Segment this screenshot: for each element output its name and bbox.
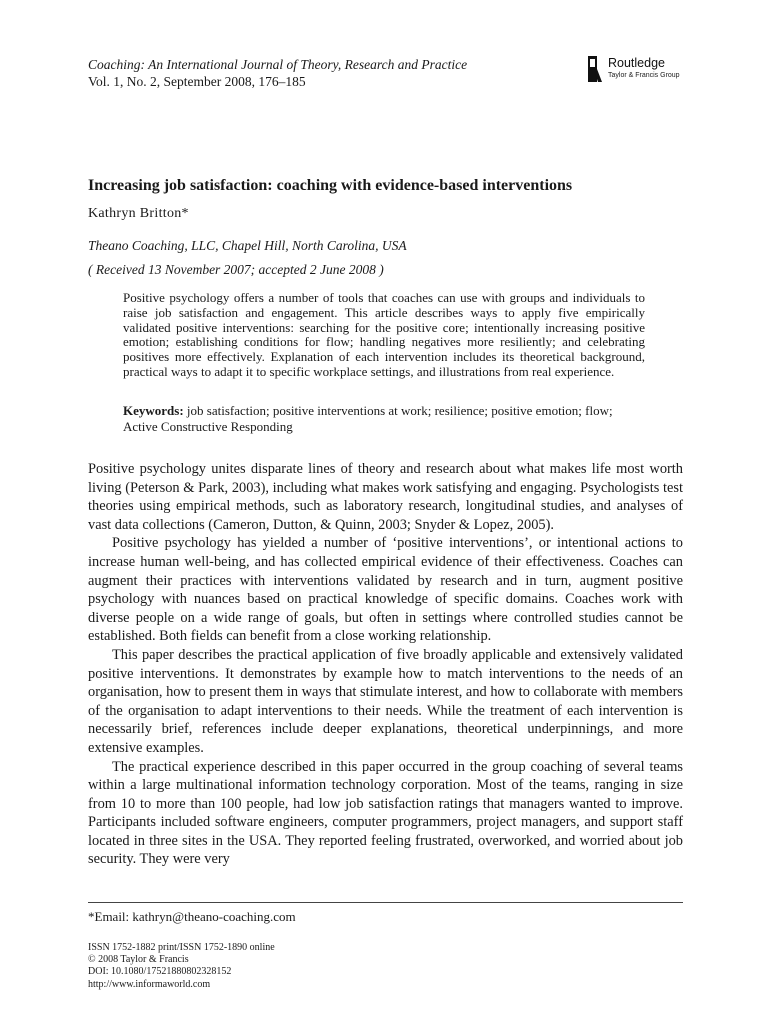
- copyright: © 2008 Taylor & Francis: [88, 954, 189, 966]
- volume-line: Vol. 1, No. 2, September 2008, 176–185: [88, 74, 306, 89]
- keywords-label: Keywords:: [123, 403, 184, 418]
- keywords: [123, 403, 645, 434]
- article-title: Increasing job satisfaction: coaching with evidence-based interventions: [88, 177, 573, 194]
- publication-info: [88, 942, 275, 991]
- article-author: Kathryn Britton*: [88, 206, 189, 221]
- issn: ISSN 1752-1882 print/ISSN 1752-1890 online: [88, 942, 275, 953]
- journal-header: [88, 56, 467, 90]
- doi: DOI: 10.1080/17521880802328152: [88, 966, 232, 978]
- publisher-logo: [588, 56, 698, 86]
- publisher-name: Routledge: [608, 56, 665, 70]
- footnote-email: *Email: kathryn@theano-coaching.com: [88, 909, 296, 924]
- author-affiliation: Theano Coaching, LLC, Chapel Hill, North Carolina, USA: [88, 238, 407, 253]
- journal-title: Coaching: An International Journal of Theory, Research and Practice: [88, 57, 468, 72]
- received-dates: ( Received 13 November 2007; accepted 2 June 2008 ): [88, 262, 384, 277]
- abstract: Positive psychology offers a number of tools that coaches can use with groups and individuals to raise job satisfaction and engagement. This article describes ways to apply five empirically validated positive interventions: searching for the positive core; intentionally increasing positive emotion; establishing conditions for flow; handling negatives more resiliently; and celebrating positives more effectively. Explanation of each intervention includes its theoretical background, practical ways to adapt it to specific workplace settings, and illustrations from real experience.: [123, 290, 645, 379]
- footnote-divider: [88, 902, 683, 903]
- body-paragraph: Positive psychology unites disparate lines of theory and research about what makes life most worth living (Peterson & Park, 2003), including what makes work satisfying and engaging. Psychologists test theories using empirical methods, such as laboratory research, longitudinal studies, and analyses of vast data collections (Cameron, Dutton, & Quinn, 2003; Snyder & Lopez, 2005).: [88, 461, 683, 533]
- routledge-logo-icon: [588, 56, 602, 82]
- publisher-url[interactable]: http://www.informaworld.com: [88, 978, 211, 990]
- body-text: [88, 460, 683, 869]
- keywords-list: job satisfaction; positive interventions at work; resilience; positive emotion; flow; Active Constructive Responding: [123, 403, 613, 434]
- body-paragraph: The practical experience described in this paper occurred in the group coaching of several teams within a large multinational information technology corporation. Most of the teams, ranging in size from 10 to more than 100 people, had low job satisfaction ratings that managers wanted to improve. Participants included software engineers, computer programmers, project managers, and support staff located in three sites in the USA. They reported feeling frustrated, overworked, and worried about job security. They were very: [88, 758, 683, 868]
- body-paragraph: Positive psychology has yielded a number of ‘positive interventions’, or intentional actions to increase human well-being, and has collected empirical evidence of their effectiveness. Coaches can augment their practices with interventions validated by research and in turn, augment positive psychology with nuances based on practical knowledge of specific domains. Coaches work with diverse people on a wide range of goals, but often in settings where controlled studies cannot be established. Both fields can benefit from a close working relationship.: [88, 535, 683, 645]
- publisher-group: Taylor & Francis Group: [608, 72, 680, 79]
- body-paragraph: This paper describes the practical application of five broadly applicable and extensively validated positive interventions. It demonstrates by example how to match interventions to the needs of an organisation, how to present them in ways that stimulate interest, and how to collaborate with members of the organisation to adapt interventions to their needs. While the treatment of each intervention is necessarily brief, references include deeper explanations, theoretical underpinnings, and more extensive examples.: [88, 646, 683, 756]
